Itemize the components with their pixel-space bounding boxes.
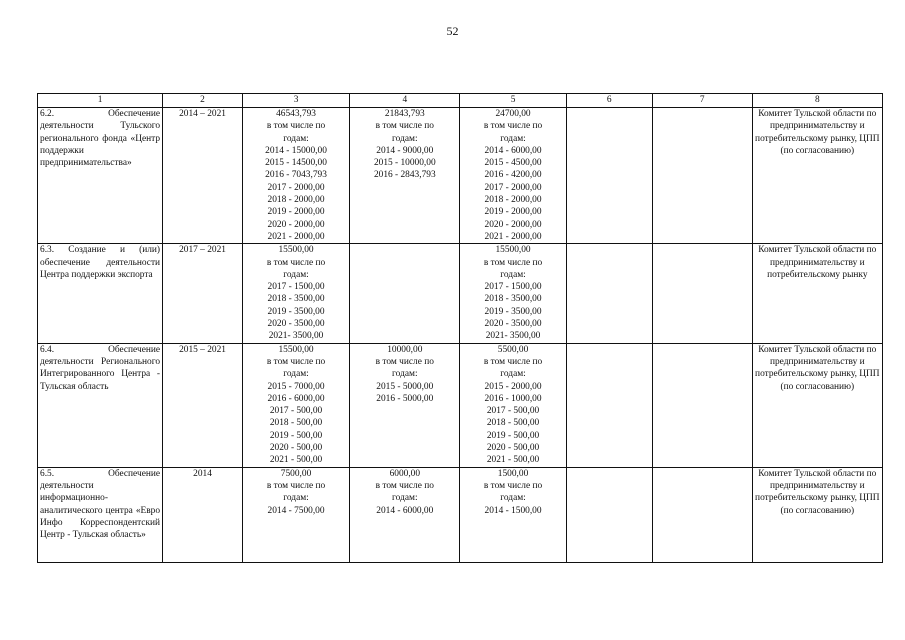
amount-line: годам: bbox=[500, 269, 526, 280]
amount-line: годам: bbox=[392, 369, 418, 380]
amount-line: 2015 - 14500,00 bbox=[265, 158, 327, 169]
amount-line: 2021 - 500,00 bbox=[269, 455, 323, 466]
amount-line: 2014 - 6000,00 bbox=[376, 505, 434, 516]
amount-line: годам: bbox=[500, 493, 526, 504]
header-cell: 5 bbox=[460, 94, 566, 108]
amount-line: 2014 - 1500,00 bbox=[484, 505, 542, 516]
column-6-cell bbox=[566, 108, 652, 244]
amount-line: 2021 - 2000,00 bbox=[267, 231, 325, 242]
column-6-cell bbox=[566, 244, 652, 343]
header-cell: 2 bbox=[163, 94, 243, 108]
total-funding-cell bbox=[242, 343, 349, 467]
amount-line: в том числе по bbox=[483, 356, 543, 367]
amount-line: 21843,793 bbox=[384, 109, 425, 119]
header-cell: 4 bbox=[350, 94, 460, 108]
program-table bbox=[37, 93, 883, 563]
amount-line: 2017 - 1500,00 bbox=[267, 282, 325, 293]
amount-line: 6000,00 bbox=[389, 468, 421, 479]
header-cell: 3 bbox=[242, 94, 349, 108]
amount-line: 2016 - 4200,00 bbox=[484, 170, 542, 181]
column-7-cell bbox=[652, 244, 752, 343]
amount-line: в том числе по bbox=[483, 257, 543, 268]
amount-line: 10000,00 bbox=[387, 344, 423, 355]
amount-line: 2017 - 500,00 bbox=[486, 406, 540, 417]
amount-line: 2015 - 2000,00 bbox=[484, 381, 542, 392]
table-row bbox=[38, 108, 883, 244]
table-row bbox=[38, 244, 883, 343]
executor-cell: Комитет Тульской области по предпринимательству и потребительскому рынку, ЦПП (по согласованию) bbox=[752, 467, 882, 562]
amount-line: 2019 - 2000,00 bbox=[484, 207, 542, 218]
amount-line: 2016 - 1000,00 bbox=[484, 393, 542, 404]
period-cell: 2014 bbox=[163, 467, 243, 562]
total-funding-cell bbox=[242, 108, 349, 244]
amount-line: 2020 - 500,00 bbox=[269, 443, 323, 454]
amount-line: 2018 - 2000,00 bbox=[484, 195, 542, 206]
federal-funding-cell bbox=[350, 108, 460, 244]
period-cell: 2014 – 2021 bbox=[163, 108, 243, 244]
amount-line: 2014 - 15000,00 bbox=[265, 145, 327, 156]
amount-line: в том числе по bbox=[483, 480, 543, 491]
regional-funding-cell bbox=[460, 467, 566, 562]
amount-line: в том числе по bbox=[266, 480, 326, 491]
amount-line: 1500,00 bbox=[497, 468, 529, 479]
activity-name-cell: 6.3. Создание и (или) обеспечение деятельности Центра поддержки экспорта bbox=[38, 244, 163, 343]
amount-line: в том числе по bbox=[266, 356, 326, 367]
amount-line: 2017 - 500,00 bbox=[269, 406, 323, 417]
amount-line: годам: bbox=[392, 493, 418, 504]
amount-line: 2019 - 3500,00 bbox=[267, 306, 325, 317]
amount-line: годам: bbox=[283, 493, 309, 504]
amount-line: 2020 - 2000,00 bbox=[267, 219, 325, 230]
amount-line: в том числе по bbox=[266, 121, 326, 132]
amount-line: годам: bbox=[283, 133, 309, 144]
header-cell: 8 bbox=[752, 94, 882, 108]
amount-line: 2021 - 2000,00 bbox=[484, 231, 542, 242]
amount-line: 2019 - 2000,00 bbox=[267, 207, 325, 218]
activity-name-cell: 6.5. Обеспечение деятельности информационно-аналитического центра «Евро Инфо Корреспондентский Центр - Тульская область» bbox=[38, 467, 163, 562]
federal-funding-cell bbox=[350, 467, 460, 562]
amount-line: 2020 - 3500,00 bbox=[267, 319, 325, 330]
amount-line: 2017 - 2000,00 bbox=[267, 182, 325, 193]
activity-name-cell: 6.4. Обеспечение деятельности Регионального Интегрированного Центра - Тульская область bbox=[38, 343, 163, 467]
amount-line: 2016 - 7043,793 bbox=[265, 170, 327, 181]
amount-line: в том числе по bbox=[375, 480, 434, 491]
executor-cell: Комитет Тульской области по предпринимательству и потребительскому рынку, ЦПП (по согласованию) bbox=[752, 343, 882, 467]
amount-line: годам: bbox=[500, 133, 526, 144]
table-row bbox=[38, 467, 883, 562]
amount-line: 5500,00 bbox=[497, 344, 529, 355]
column-7-cell bbox=[652, 108, 752, 244]
regional-funding-cell bbox=[460, 343, 566, 467]
activity-name-cell: 6.2. Обеспечение деятельности Тульского регионального фонда «Центр поддержки предпринимательства» bbox=[38, 108, 163, 244]
amount-line: 2016 - 5000,00 bbox=[376, 393, 434, 404]
amount-line: 2015 - 4500,00 bbox=[484, 158, 542, 169]
amount-line: годам: bbox=[500, 369, 526, 380]
header-cell: 7 bbox=[652, 94, 752, 108]
amount-line: 46543,793 bbox=[276, 109, 316, 119]
amount-line: 2014 - 9000,00 bbox=[376, 145, 434, 156]
amount-line: 2014 - 6000,00 bbox=[484, 145, 542, 156]
amount-line: 2021- 3500,00 bbox=[268, 331, 324, 342]
amount-line: 2017 - 2000,00 bbox=[484, 182, 542, 193]
amount-line: 2018 - 500,00 bbox=[269, 418, 323, 429]
amount-line: 15500,00 bbox=[495, 245, 531, 256]
period-cell: 2017 – 2021 bbox=[163, 244, 243, 343]
amount-line: 2015 - 5000,00 bbox=[376, 381, 434, 392]
amount-line: годам: bbox=[392, 133, 418, 144]
amount-line: 24700,00 bbox=[495, 109, 531, 119]
amount-line: 2020 - 2000,00 bbox=[484, 219, 542, 230]
amount-line: 2018 - 2000,00 bbox=[267, 195, 325, 206]
amount-line: 2015 - 10000,00 bbox=[373, 158, 436, 169]
federal-funding-cell bbox=[350, 343, 460, 467]
amount-line: 2018 - 3500,00 bbox=[267, 294, 325, 305]
amount-line: 15500,00 bbox=[278, 344, 314, 355]
amount-line: 2014 - 7500,00 bbox=[267, 505, 325, 516]
column-6-cell bbox=[566, 343, 652, 467]
amount-line: в том числе по bbox=[375, 121, 434, 132]
header-cell: 1 bbox=[38, 94, 163, 108]
amount-line: 2021 - 500,00 bbox=[486, 455, 540, 466]
total-funding-cell bbox=[242, 467, 349, 562]
amount-line: годам: bbox=[283, 369, 309, 380]
amount-line: 2020 - 500,00 bbox=[486, 443, 540, 454]
column-7-cell bbox=[652, 467, 752, 562]
amount-line: 2018 - 500,00 bbox=[486, 418, 540, 429]
executor-cell: Комитет Тульской области по предпринимательству и потребительскому рынку, ЦПП (по согласованию) bbox=[752, 108, 882, 244]
amount-line: в том числе по bbox=[375, 356, 434, 367]
amount-line: в том числе по bbox=[483, 121, 543, 132]
amount-line: 2018 - 3500,00 bbox=[484, 294, 542, 305]
amount-line: 2019 - 3500,00 bbox=[484, 306, 542, 317]
amount-line: 2016 - 6000,00 bbox=[267, 393, 325, 404]
table-row bbox=[38, 343, 883, 467]
amount-line: 15500,00 bbox=[278, 245, 314, 256]
amount-line: 2017 - 1500,00 bbox=[484, 282, 542, 293]
amount-line: 2020 - 3500,00 bbox=[484, 319, 542, 330]
column-7-cell bbox=[652, 343, 752, 467]
period-cell: 2015 – 2021 bbox=[163, 343, 243, 467]
amount-line: 2016 - 2843,793 bbox=[373, 170, 436, 181]
federal-funding-cell bbox=[350, 244, 460, 343]
executor-cell: Комитет Тульской области по предпринимательству и потребительскому рынку bbox=[752, 244, 882, 343]
header-cell: 6 bbox=[566, 94, 652, 108]
amount-line: 2019 - 500,00 bbox=[269, 430, 323, 441]
total-funding-cell bbox=[242, 244, 349, 343]
amount-line: годам: bbox=[283, 269, 309, 280]
page-number: 52 bbox=[446, 24, 459, 38]
header-row bbox=[38, 94, 883, 108]
regional-funding-cell bbox=[460, 108, 566, 244]
amount-line: 2019 - 500,00 bbox=[486, 430, 540, 441]
amount-line: 2015 - 7000,00 bbox=[267, 381, 325, 392]
amount-line: 2021- 3500,00 bbox=[485, 331, 541, 342]
regional-funding-cell bbox=[460, 244, 566, 343]
amount-line: в том числе по bbox=[266, 257, 326, 268]
amount-line: 7500,00 bbox=[280, 468, 312, 479]
column-6-cell bbox=[566, 467, 652, 562]
